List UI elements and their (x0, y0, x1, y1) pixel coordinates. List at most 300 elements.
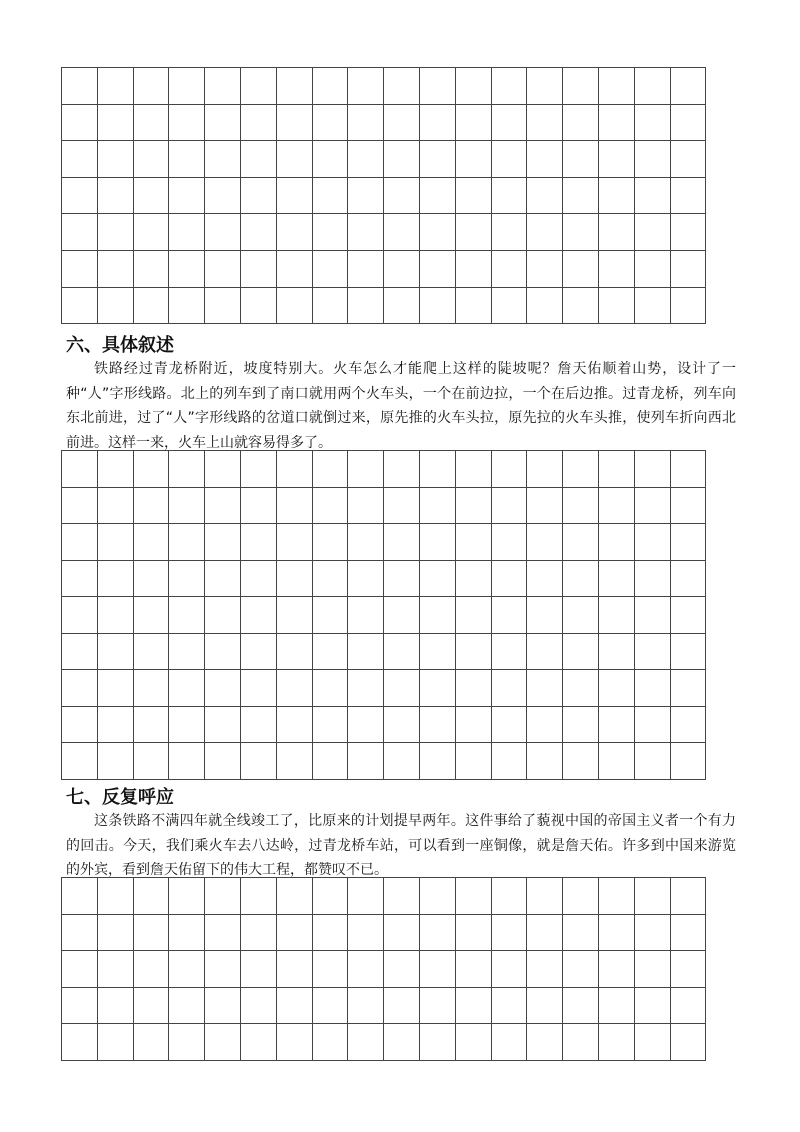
grid-cell (97, 597, 133, 634)
grid-cell (276, 487, 312, 524)
grid-cell (133, 250, 169, 287)
grid-cell (133, 524, 169, 561)
grid-cell (670, 141, 706, 178)
grid-cell (276, 214, 312, 251)
grid-cell (634, 597, 670, 634)
grid-cell (62, 287, 98, 324)
grid-cell (634, 141, 670, 178)
grid-cell (97, 878, 133, 915)
grid-cell (634, 451, 670, 488)
grid-cell (62, 706, 98, 743)
grid-cell (62, 560, 98, 597)
grid-cell (62, 987, 98, 1024)
grid-cell (97, 706, 133, 743)
grid-cell (205, 214, 241, 251)
grid-cell (205, 987, 241, 1024)
grid-cell (312, 706, 348, 743)
section-passage-detailed-narration: 铁路经过青龙桥附近，坡度特别大。火车怎么才能爬上这样的陡坡呢？詹天佑顺着山势，设计了一种“人”字形线路。北上的列车到了南口就用两个火车头，一个在前边拉，一个在后边推。过青龙桥，列车向东北前进，过了“人”字形线路的岔道口就倒过来，原先推的火车头拉，原先拉的火车头推，使列车折向西北前进。这样一来，火车上山就容易得多了。 (66, 361, 736, 451)
grid-cell (527, 250, 563, 287)
grid-cell (598, 987, 634, 1024)
grid-cell (419, 287, 455, 324)
grid-row (62, 214, 706, 251)
grid-cell (276, 670, 312, 707)
grid-cell (598, 214, 634, 251)
grid-row (62, 487, 706, 524)
grid-cell (419, 1024, 455, 1061)
grid-cell (169, 560, 205, 597)
grid-cell (634, 560, 670, 597)
grid-cell (348, 68, 384, 105)
grid-cell (312, 743, 348, 780)
grid-cell (62, 141, 98, 178)
grid-cell (384, 597, 420, 634)
grid-cell (240, 451, 276, 488)
grid-cell (97, 524, 133, 561)
grid-cell (276, 987, 312, 1024)
grid-cell (670, 987, 706, 1024)
grid-cell (205, 250, 241, 287)
grid-cell (491, 951, 527, 988)
grid-cell (670, 743, 706, 780)
grid-cell (348, 524, 384, 561)
grid-cell (384, 987, 420, 1024)
grid-cell (455, 743, 491, 780)
grid-row (62, 951, 706, 988)
grid-cell (634, 487, 670, 524)
grid-cell (348, 878, 384, 915)
grid-cell (491, 878, 527, 915)
grid-cell (97, 68, 133, 105)
grid-cell (527, 141, 563, 178)
grid-cell (97, 487, 133, 524)
grid-cell (670, 951, 706, 988)
grid-cell (205, 878, 241, 915)
grid-cell (563, 141, 599, 178)
grid-cell (527, 987, 563, 1024)
grid-cell (205, 914, 241, 951)
grid-cell (348, 633, 384, 670)
grid-cell (169, 597, 205, 634)
grid-cell (598, 524, 634, 561)
grid-cell (634, 524, 670, 561)
grid-cell (384, 451, 420, 488)
grid-cell (276, 743, 312, 780)
grid-cell (205, 670, 241, 707)
grid-cell (563, 487, 599, 524)
grid-cell (312, 104, 348, 141)
grid-cell (527, 560, 563, 597)
grid-cell (205, 68, 241, 105)
grid-cell (634, 214, 670, 251)
grid-row (62, 177, 706, 214)
grid-cell (563, 987, 599, 1024)
grid-cell (348, 560, 384, 597)
grid-cell (62, 1024, 98, 1061)
grid-cell (205, 451, 241, 488)
grid-cell (419, 914, 455, 951)
grid-cell (276, 597, 312, 634)
grid-row (62, 597, 706, 634)
grid-cell (276, 68, 312, 105)
grid-cell (348, 104, 384, 141)
grid-cell (563, 706, 599, 743)
grid-cell (97, 987, 133, 1024)
grid-cell (205, 597, 241, 634)
grid-cell (455, 287, 491, 324)
grid-cell (312, 214, 348, 251)
grid-cell (348, 487, 384, 524)
grid-cell (419, 141, 455, 178)
grid-cell (312, 878, 348, 915)
grid-cell (384, 951, 420, 988)
grid-cell (419, 878, 455, 915)
grid-row (62, 1024, 706, 1061)
grid-cell (598, 560, 634, 597)
grid-cell (62, 68, 98, 105)
grid-row (62, 878, 706, 915)
grid-cell (384, 670, 420, 707)
grid-cell (62, 214, 98, 251)
grid-cell (205, 706, 241, 743)
grid-cell (133, 706, 169, 743)
grid-cell (97, 560, 133, 597)
grid-cell (384, 68, 420, 105)
grid-cell (455, 706, 491, 743)
grid-cell (240, 670, 276, 707)
grid-cell (133, 560, 169, 597)
grid-cell (634, 68, 670, 105)
grid-cell (169, 633, 205, 670)
grid-cell (240, 951, 276, 988)
grid-cell (348, 451, 384, 488)
grid-cell (419, 524, 455, 561)
grid-cell (670, 706, 706, 743)
grid-cell (563, 177, 599, 214)
grid-cell (97, 250, 133, 287)
grid-cell (62, 487, 98, 524)
grid-cell (384, 177, 420, 214)
grid-cell (348, 743, 384, 780)
grid-cell (348, 597, 384, 634)
section-title-repeated-echo: 七、反复呼应 (66, 787, 174, 808)
grid-cell (384, 524, 420, 561)
grid-cell (563, 524, 599, 561)
grid-cell (133, 214, 169, 251)
grid-cell (670, 878, 706, 915)
grid-cell (527, 743, 563, 780)
grid-cell (527, 706, 563, 743)
grid-cell (276, 1024, 312, 1061)
grid-cell (169, 250, 205, 287)
grid-cell (670, 214, 706, 251)
writing-grid-bottom (61, 877, 706, 1061)
grid-cell (169, 987, 205, 1024)
grid-cell (491, 177, 527, 214)
grid-cell (598, 743, 634, 780)
grid-cell (312, 987, 348, 1024)
grid-cell (598, 451, 634, 488)
grid-cell (491, 1024, 527, 1061)
grid-cell (62, 670, 98, 707)
grid-cell (527, 287, 563, 324)
grid-cell (455, 987, 491, 1024)
grid-cell (419, 951, 455, 988)
grid-cell (384, 914, 420, 951)
grid-cell (491, 560, 527, 597)
grid-cell (670, 177, 706, 214)
grid-cell (169, 878, 205, 915)
grid-cell (312, 670, 348, 707)
grid-cell (491, 68, 527, 105)
grid-cell (348, 214, 384, 251)
grid-cell (491, 597, 527, 634)
grid-cell (312, 1024, 348, 1061)
grid-cell (169, 214, 205, 251)
grid-cell (312, 914, 348, 951)
grid-cell (205, 104, 241, 141)
grid-cell (670, 451, 706, 488)
grid-cell (205, 177, 241, 214)
grid-cell (169, 914, 205, 951)
grid-cell (133, 878, 169, 915)
grid-cell (384, 743, 420, 780)
grid-cell (240, 177, 276, 214)
grid-cell (240, 141, 276, 178)
grid-cell (133, 743, 169, 780)
grid-cell (348, 706, 384, 743)
grid-cell (527, 597, 563, 634)
grid-cell (419, 670, 455, 707)
grid-cell (276, 524, 312, 561)
grid-row (62, 141, 706, 178)
grid-cell (169, 524, 205, 561)
grid-cell (240, 633, 276, 670)
grid-cell (563, 287, 599, 324)
grid-cell (527, 177, 563, 214)
grid-cell (97, 914, 133, 951)
grid-cell (133, 141, 169, 178)
grid-cell (491, 141, 527, 178)
grid-cell (419, 250, 455, 287)
grid-cell (384, 560, 420, 597)
grid-cell (276, 914, 312, 951)
grid-cell (455, 633, 491, 670)
grid-cell (348, 177, 384, 214)
grid-cell (563, 104, 599, 141)
grid-cell (276, 706, 312, 743)
grid-cell (598, 706, 634, 743)
section-title-detailed-narration: 六、具体叙述 (66, 335, 174, 356)
grid-cell (598, 141, 634, 178)
grid-cell (240, 914, 276, 951)
grid-cell (62, 597, 98, 634)
grid-cell (419, 487, 455, 524)
grid-cell (348, 1024, 384, 1061)
grid-cell (563, 68, 599, 105)
grid-cell (634, 104, 670, 141)
grid-cell (491, 104, 527, 141)
grid-cell (384, 878, 420, 915)
section-passage-repeated-echo: 这条铁路不满四年就全线竣工了，比原来的计划提早两年。这件事给了藐视中国的帝国主义者一个有力的回击。今天，我们乘火车去八达岭，过青龙桥车站，可以看到一座铜像，就是詹天佑。许多到中国来游览的外宾，看到詹天佑留下的伟大工程，都赞叹不已。 (66, 813, 736, 878)
grid-cell (527, 451, 563, 488)
grid-cell (276, 104, 312, 141)
grid-cell (205, 524, 241, 561)
grid-cell (527, 524, 563, 561)
grid-cell (276, 141, 312, 178)
grid-cell (419, 706, 455, 743)
grid-cell (563, 878, 599, 915)
grid-cell (634, 287, 670, 324)
grid-cell (455, 214, 491, 251)
grid-cell (276, 250, 312, 287)
grid-cell (97, 214, 133, 251)
grid-cell (240, 878, 276, 915)
grid-cell (670, 597, 706, 634)
grid-cell (276, 633, 312, 670)
grid-cell (312, 487, 348, 524)
grid-cell (62, 951, 98, 988)
grid-cell (240, 524, 276, 561)
grid-row (62, 633, 706, 670)
grid-cell (634, 177, 670, 214)
grid-cell (169, 68, 205, 105)
grid-cell (276, 451, 312, 488)
grid-cell (312, 287, 348, 324)
writing-grid-top (61, 67, 706, 324)
grid-cell (97, 951, 133, 988)
grid-cell (563, 597, 599, 634)
grid-cell (133, 451, 169, 488)
grid-cell (133, 633, 169, 670)
grid-cell (670, 287, 706, 324)
grid-cell (634, 743, 670, 780)
grid-cell (419, 177, 455, 214)
grid-cell (455, 524, 491, 561)
grid-cell (312, 141, 348, 178)
grid-cell (97, 633, 133, 670)
grid-cell (455, 878, 491, 915)
grid-cell (419, 104, 455, 141)
grid-cell (455, 487, 491, 524)
grid-cell (563, 951, 599, 988)
grid-row (62, 287, 706, 324)
grid-cell (62, 743, 98, 780)
grid-cell (62, 633, 98, 670)
grid-cell (491, 914, 527, 951)
grid-cell (97, 104, 133, 141)
grid-cell (670, 560, 706, 597)
grid-cell (348, 914, 384, 951)
grid-cell (634, 878, 670, 915)
grid-cell (133, 1024, 169, 1061)
grid-cell (169, 177, 205, 214)
grid-cell (348, 250, 384, 287)
grid-cell (419, 214, 455, 251)
grid-cell (670, 250, 706, 287)
grid-cell (419, 68, 455, 105)
grid-cell (527, 487, 563, 524)
grid-cell (455, 68, 491, 105)
grid-cell (634, 706, 670, 743)
grid-cell (598, 633, 634, 670)
grid-cell (348, 287, 384, 324)
grid-cell (634, 987, 670, 1024)
grid-cell (670, 914, 706, 951)
grid-cell (598, 951, 634, 988)
grid-cell (563, 250, 599, 287)
grid-cell (491, 487, 527, 524)
grid-cell (419, 560, 455, 597)
grid-cell (62, 524, 98, 561)
grid-cell (598, 670, 634, 707)
grid-cell (455, 560, 491, 597)
grid-cell (312, 597, 348, 634)
grid-cell (598, 104, 634, 141)
grid-cell (384, 633, 420, 670)
grid-cell (133, 914, 169, 951)
grid-cell (491, 670, 527, 707)
grid-cell (97, 177, 133, 214)
grid-cell (563, 914, 599, 951)
grid-cell (563, 214, 599, 251)
grid-cell (276, 951, 312, 988)
grid-cell (384, 250, 420, 287)
grid-cell (348, 141, 384, 178)
grid-cell (240, 487, 276, 524)
grid-cell (527, 68, 563, 105)
grid-cell (97, 287, 133, 324)
grid-cell (384, 706, 420, 743)
grid-cell (97, 451, 133, 488)
grid-cell (169, 451, 205, 488)
grid-cell (670, 670, 706, 707)
grid-cell (491, 287, 527, 324)
grid-row (62, 914, 706, 951)
grid-cell (491, 524, 527, 561)
grid-cell (634, 914, 670, 951)
grid-cell (312, 633, 348, 670)
grid-cell (276, 287, 312, 324)
grid-cell (169, 951, 205, 988)
grid-cell (598, 1024, 634, 1061)
grid-cell (491, 633, 527, 670)
grid-cell (348, 987, 384, 1024)
grid-cell (491, 706, 527, 743)
grid-cell (240, 560, 276, 597)
grid-cell (133, 597, 169, 634)
grid-cell (312, 68, 348, 105)
grid-cell (419, 743, 455, 780)
grid-cell (240, 1024, 276, 1061)
grid-cell (455, 451, 491, 488)
grid-cell (62, 914, 98, 951)
grid-cell (97, 743, 133, 780)
grid-cell (240, 597, 276, 634)
grid-cell (384, 487, 420, 524)
grid-cell (348, 670, 384, 707)
grid-row (62, 670, 706, 707)
grid-cell (527, 670, 563, 707)
grid-cell (563, 633, 599, 670)
grid-cell (276, 878, 312, 915)
grid-cell (312, 951, 348, 988)
grid-cell (240, 743, 276, 780)
grid-cell (133, 487, 169, 524)
grid-row (62, 987, 706, 1024)
grid-cell (133, 104, 169, 141)
grid-cell (97, 141, 133, 178)
grid-cell (670, 104, 706, 141)
